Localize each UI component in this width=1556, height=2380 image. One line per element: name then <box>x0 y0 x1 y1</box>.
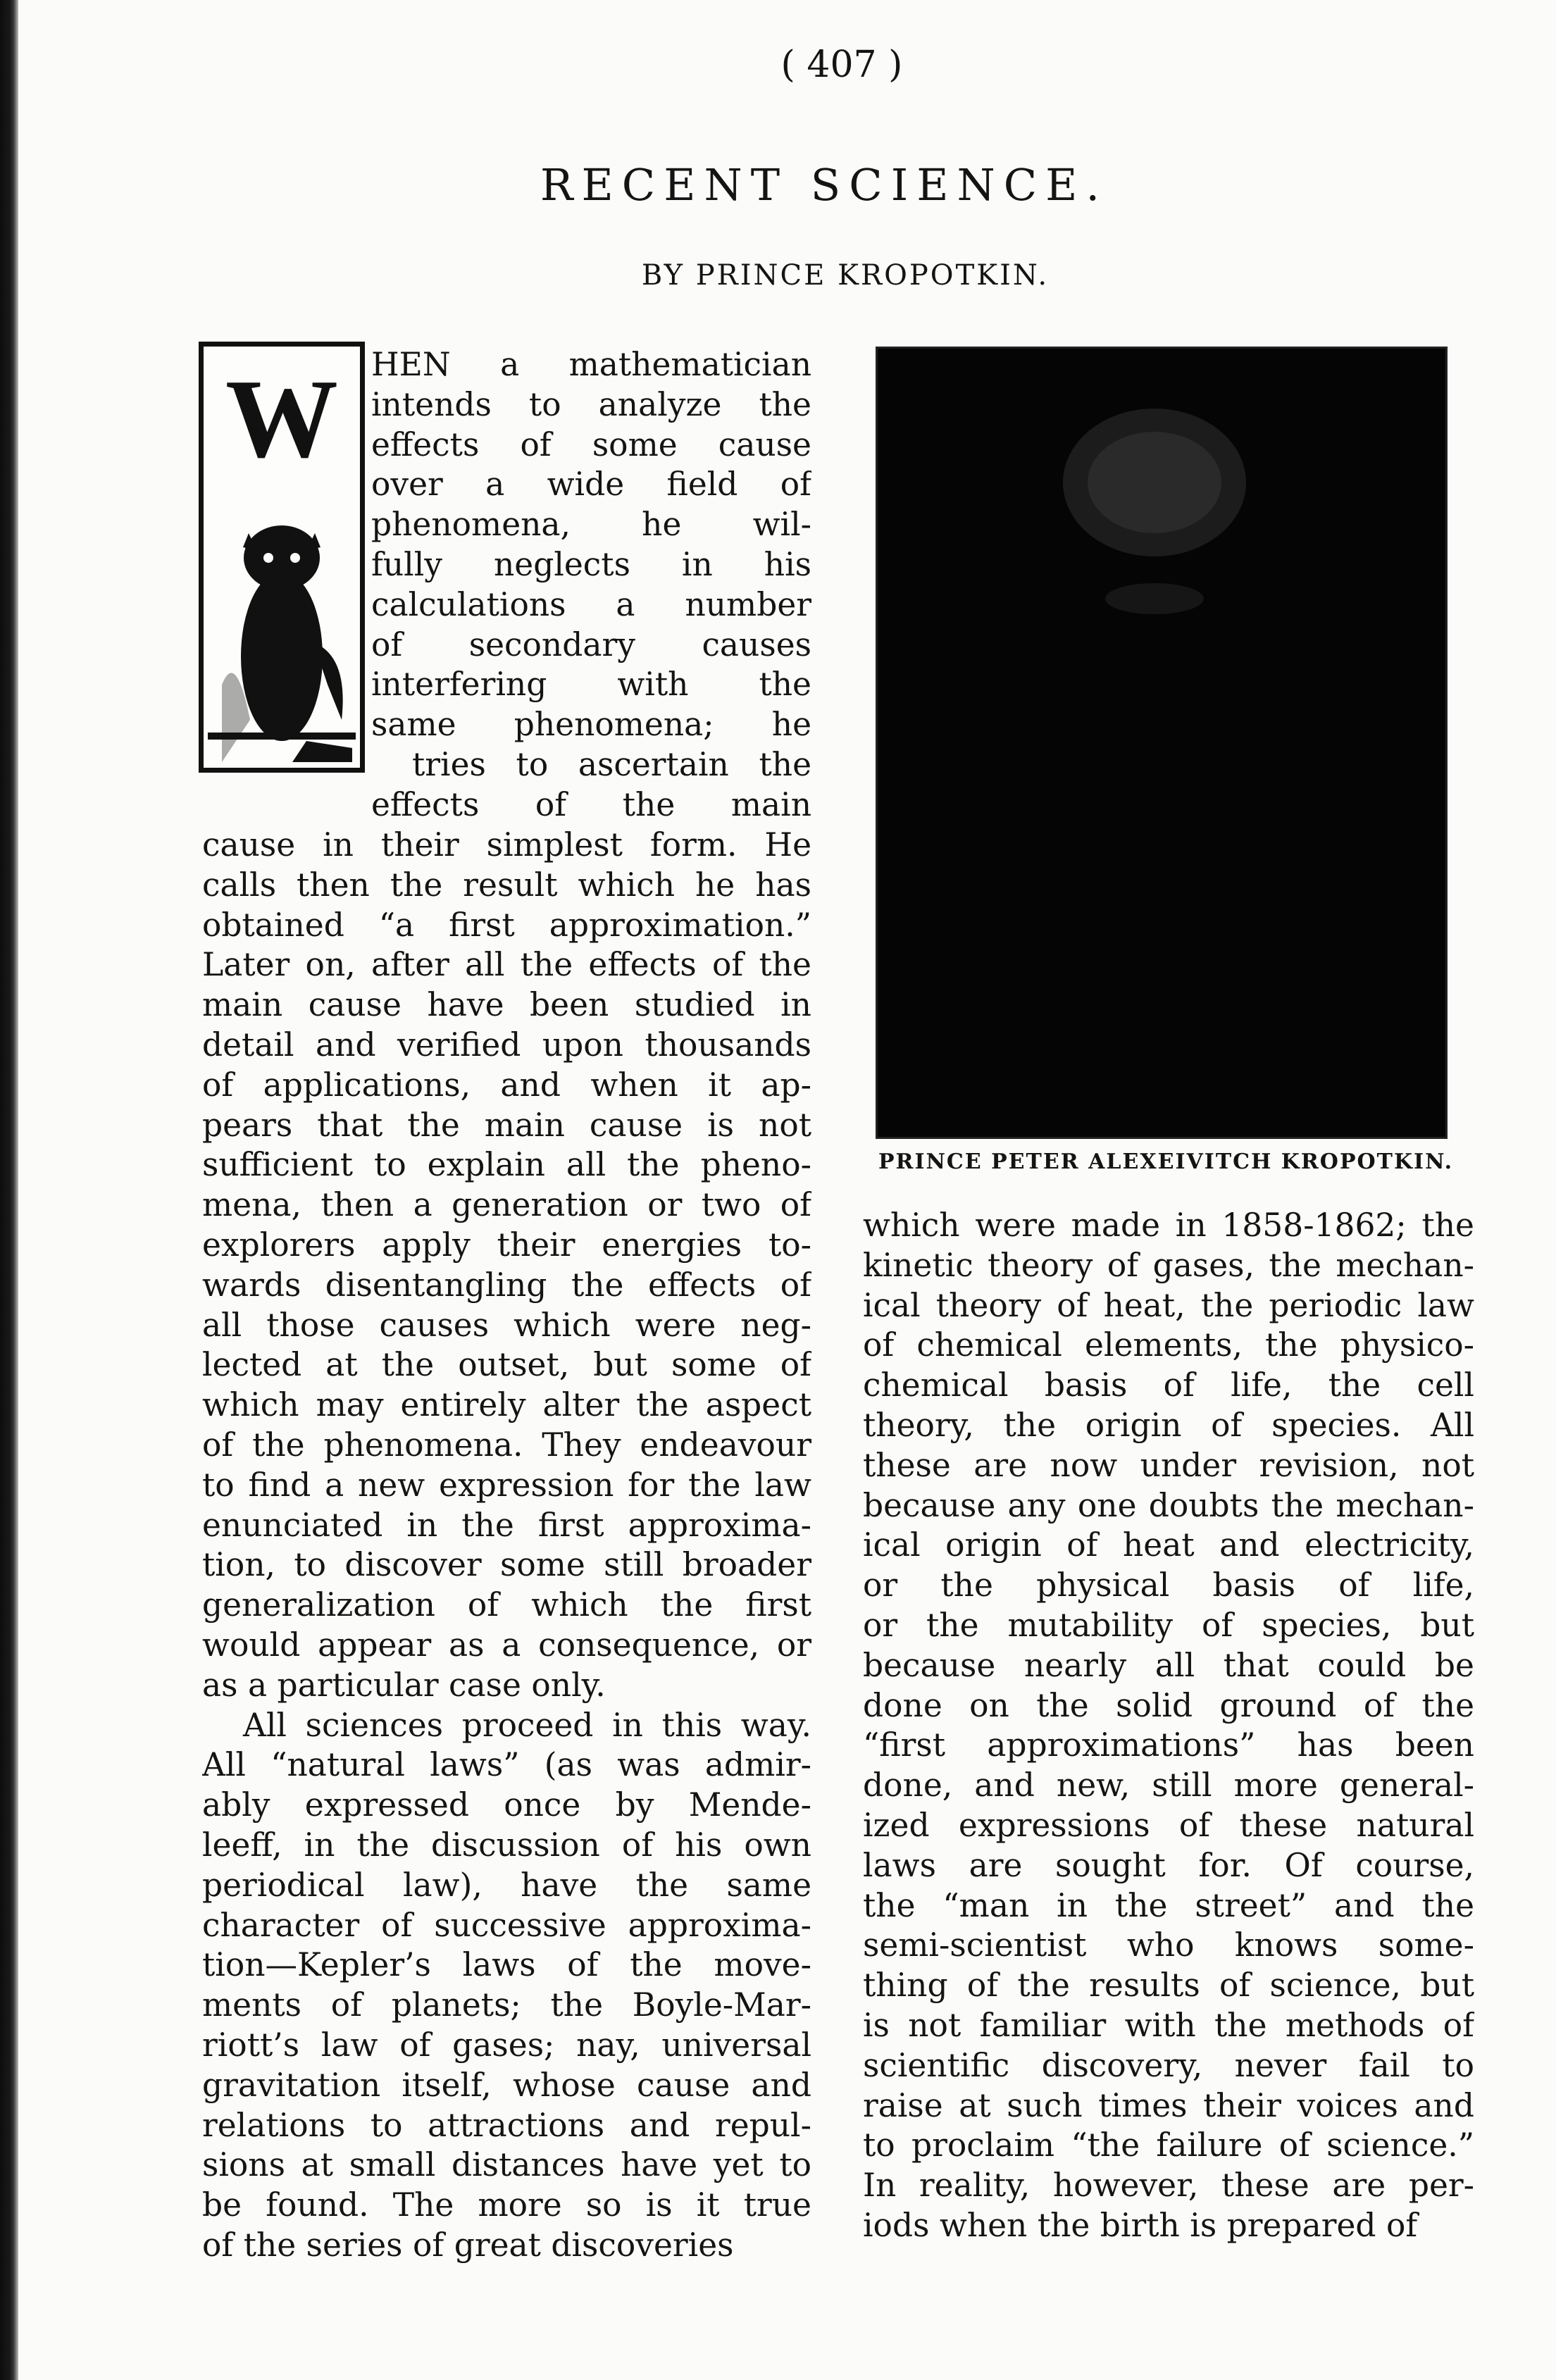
text-line: scientific discovery, never fail to <box>863 2046 1474 2084</box>
text-line: which may entirely alter the aspect <box>202 1386 811 1424</box>
text-line: of the series of great discoveries <box>202 2226 734 2264</box>
text-line: ical origin of heat and electricity, <box>863 1526 1474 1564</box>
text-line: of secondary causes <box>371 625 811 663</box>
text-line: the “man in the street” and the <box>863 1886 1474 1924</box>
text-line: intends to analyze the <box>371 385 811 423</box>
text-line: tion, to discover some still broader <box>202 1546 811 1584</box>
text-line: interfering with the <box>371 666 811 704</box>
text-line: these are now under revision, not <box>863 1446 1474 1484</box>
portrait-image <box>878 349 1445 1137</box>
text-line: of applications, and when it ap- <box>202 1066 811 1104</box>
article-title: RECENT SCIENCE. <box>540 159 1109 211</box>
text-line: detail and verified upon thousands <box>202 1026 811 1064</box>
text-line: or the mutability of species, but <box>863 1606 1474 1644</box>
text-line: laws are sought for. Of course, <box>863 1846 1474 1884</box>
text-line: lected at the outset, but some of <box>202 1346 811 1384</box>
photo-caption: PRINCE PETER ALEXEIVITCH KROPOTKIN. <box>878 1149 1454 1174</box>
left-column-beside-initial <box>371 345 811 825</box>
text-line: ably expressed once by Mende- <box>202 1786 811 1824</box>
text-line: over a wide field of <box>371 466 811 504</box>
text-line: of chemical elements, the physico- <box>863 1326 1474 1364</box>
text-line: is not familiar with the methods of <box>863 2006 1474 2044</box>
text-line: periodical law), have the same <box>202 1866 811 1904</box>
text-line: tion—Kepler’s laws of the move- <box>202 1946 811 1984</box>
text-line: fully neglects in his <box>371 545 811 583</box>
text-line: sions at small distances have yet to <box>202 2146 811 2184</box>
text-line: explorers apply their energies to- <box>202 1226 811 1264</box>
text-line: sufficient to explain all the pheno- <box>202 1146 811 1184</box>
text-line: raise at such times their voices and <box>863 2086 1474 2124</box>
text-line: All sciences proceed in this way. <box>243 1706 811 1744</box>
owl-icon <box>208 509 356 762</box>
text-line: character of successive approxima- <box>202 1906 811 1944</box>
portrait-photo <box>876 347 1448 1139</box>
drop-cap-letter: W <box>225 356 338 481</box>
text-line: be found. The more so is it true <box>202 2186 811 2224</box>
text-line: relations to attractions and repul- <box>202 2106 811 2144</box>
text-line: semi-scientist who knows some- <box>863 1926 1474 1964</box>
text-line: because nearly all that could be <box>863 1646 1474 1684</box>
text-line: calls then the result which he has <box>202 866 811 904</box>
text-line: to find a new expression for the law <box>202 1466 811 1504</box>
text-line: phenomena, he wil- <box>371 506 811 544</box>
text-line: Later on, after all the effects of the <box>202 946 811 984</box>
text-line: thing of the results of science, but <box>863 1967 1474 2005</box>
text-line: done, and new, still more general- <box>863 1767 1474 1805</box>
text-line: cause in their simplest form. He <box>202 826 811 864</box>
text-line: kinetic theory of gases, the mechan- <box>863 1246 1474 1284</box>
text-line: “first approximations” has been <box>863 1726 1474 1764</box>
text-line: HEN a mathematician <box>371 346 811 383</box>
text-line: calculations a number <box>371 585 811 623</box>
text-line: theory, the origin of species. All <box>863 1406 1474 1444</box>
left-column-text <box>202 825 811 2266</box>
page-number: ( 407 ) <box>780 44 903 86</box>
text-line: ments of planets; the Boyle-Mar- <box>202 1986 811 2024</box>
text-line: obtained “a first approximation.” <box>202 906 811 944</box>
text-line: of the phenomena. They endeavour <box>202 1426 811 1464</box>
text-line: effects of the main <box>371 785 811 823</box>
page-binding-edge <box>0 0 18 2380</box>
drop-cap-initial <box>199 342 365 773</box>
text-line: or the physical basis of life, <box>863 1566 1474 1605</box>
text-line: because any one doubts the mechan- <box>863 1486 1474 1524</box>
text-line: ical theory of heat, the periodic law <box>863 1286 1474 1324</box>
text-line: wards disentangling the effects of <box>202 1266 811 1304</box>
text-line: enunciated in the first approxima- <box>202 1506 811 1544</box>
text-line: leeff, in the discussion of his own <box>202 1826 811 1864</box>
text-line: as a particular case only. <box>202 1666 606 1704</box>
text-line: effects of some cause <box>371 425 811 463</box>
text-line: iods when the birth is prepared of <box>863 2206 1418 2244</box>
text-line: done on the solid ground of the <box>863 1686 1474 1724</box>
text-line: to proclaim “the failure of science.” <box>863 2126 1474 2164</box>
text-line: main cause have been studied in <box>202 986 811 1024</box>
text-line: In reality, however, these are per- <box>863 2167 1474 2205</box>
byline: BY PRINCE KROPOTKIN. <box>641 259 1050 292</box>
text-line: would appear as a consequence, or <box>202 1626 811 1664</box>
text-line: mena, then a generation or two of <box>202 1186 811 1224</box>
text-line: pears that the main cause is not <box>202 1106 811 1144</box>
text-line: tries to ascertain the <box>412 745 811 783</box>
text-line: same phenomena; he <box>371 706 811 744</box>
text-line: chemical basis of life, the cell <box>863 1366 1474 1404</box>
text-line: All “natural laws” (as was admir- <box>202 1746 811 1784</box>
text-line: ized expressions of these natural <box>863 1806 1474 1844</box>
text-line: gravitation itself, whose cause and <box>202 2066 811 2104</box>
text-line: all those causes which were neg- <box>202 1306 811 1344</box>
text-line: generalization of which the first <box>202 1586 811 1624</box>
text-line: riott’s law of gases; nay, universal <box>202 2026 811 2064</box>
text-line: which were made in 1858-1862; the <box>863 1207 1474 1244</box>
right-column-text <box>863 1206 1474 2246</box>
